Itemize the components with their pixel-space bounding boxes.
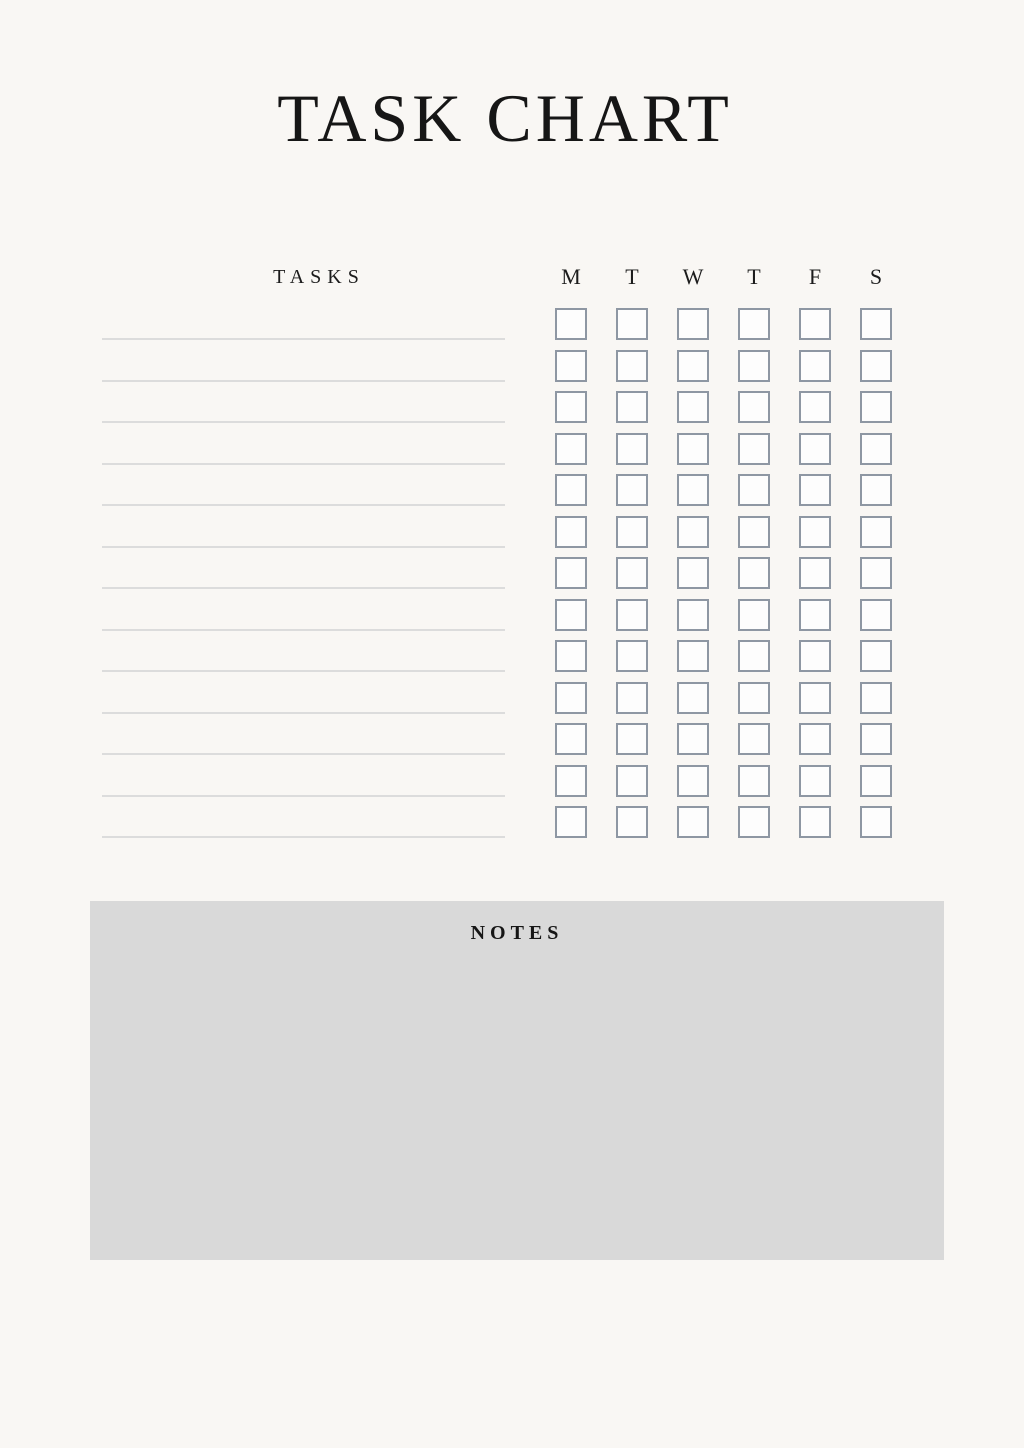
day-checkbox[interactable] — [799, 640, 831, 672]
day-checkbox[interactable] — [677, 806, 709, 838]
day-checkbox[interactable] — [738, 640, 770, 672]
day-checkbox[interactable] — [555, 350, 587, 382]
day-checkbox[interactable] — [860, 516, 892, 548]
day-checkbox[interactable] — [738, 682, 770, 714]
day-checkbox[interactable] — [616, 557, 648, 589]
day-checkbox[interactable] — [738, 806, 770, 838]
day-checkbox[interactable] — [677, 557, 709, 589]
tasks-column-header: TASKS — [273, 266, 365, 288]
day-checkbox[interactable] — [799, 350, 831, 382]
day-checkbox[interactable] — [616, 640, 648, 672]
day-checkbox[interactable] — [860, 350, 892, 382]
day-checkbox[interactable] — [860, 599, 892, 631]
day-checkbox[interactable] — [738, 391, 770, 423]
day-checkbox[interactable] — [799, 391, 831, 423]
day-header-6: S — [869, 264, 883, 289]
day-checkbox[interactable] — [799, 765, 831, 797]
task-line[interactable] — [102, 712, 505, 714]
day-checkbox[interactable] — [738, 599, 770, 631]
day-header-1: M — [561, 264, 581, 289]
day-checkbox[interactable] — [799, 806, 831, 838]
day-checkbox[interactable] — [616, 308, 648, 340]
notes-header: NOTES — [470, 922, 564, 944]
day-checkbox[interactable] — [616, 474, 648, 506]
day-checkbox[interactable] — [677, 433, 709, 465]
checkbox-grid — [555, 308, 892, 838]
day-checkbox[interactable] — [555, 516, 587, 548]
day-checkbox[interactable] — [555, 806, 587, 838]
day-checkbox[interactable] — [616, 599, 648, 631]
day-checkbox[interactable] — [677, 391, 709, 423]
task-line[interactable] — [102, 753, 505, 755]
day-header-3: W — [682, 264, 704, 289]
day-checkbox[interactable] — [860, 474, 892, 506]
day-checkbox[interactable] — [860, 723, 892, 755]
task-line[interactable] — [102, 421, 505, 423]
day-checkbox[interactable] — [799, 557, 831, 589]
day-checkbox[interactable] — [677, 350, 709, 382]
task-line[interactable] — [102, 504, 505, 506]
day-checkbox[interactable] — [738, 765, 770, 797]
day-checkbox[interactable] — [860, 765, 892, 797]
day-checkbox[interactable] — [738, 723, 770, 755]
day-checkbox[interactable] — [555, 391, 587, 423]
day-checkbox[interactable] — [677, 682, 709, 714]
day-checkbox[interactable] — [677, 474, 709, 506]
day-checkbox[interactable] — [738, 474, 770, 506]
task-line[interactable] — [102, 546, 505, 548]
day-checkbox[interactable] — [616, 350, 648, 382]
day-checkbox[interactable] — [738, 433, 770, 465]
day-checkbox[interactable] — [860, 806, 892, 838]
day-checkbox[interactable] — [555, 682, 587, 714]
day-header-4: T — [747, 264, 761, 289]
day-checkbox[interactable] — [616, 433, 648, 465]
day-checkbox[interactable] — [555, 308, 587, 340]
day-checkbox[interactable] — [555, 433, 587, 465]
task-line[interactable] — [102, 795, 505, 797]
day-checkbox[interactable] — [555, 474, 587, 506]
page-title: TASK CHART — [277, 80, 733, 156]
day-checkbox[interactable] — [555, 765, 587, 797]
day-checkbox[interactable] — [616, 806, 648, 838]
day-checkbox[interactable] — [555, 557, 587, 589]
task-line[interactable] — [102, 463, 505, 465]
day-checkbox[interactable] — [799, 723, 831, 755]
day-checkbox[interactable] — [860, 308, 892, 340]
day-checkbox[interactable] — [616, 516, 648, 548]
task-line[interactable] — [102, 670, 505, 672]
day-checkbox[interactable] — [860, 557, 892, 589]
task-line[interactable] — [102, 338, 505, 340]
day-checkbox[interactable] — [616, 391, 648, 423]
day-checkbox[interactable] — [738, 557, 770, 589]
day-checkbox[interactable] — [677, 723, 709, 755]
day-checkbox[interactable] — [677, 640, 709, 672]
day-checkbox[interactable] — [860, 391, 892, 423]
day-checkbox[interactable] — [555, 599, 587, 631]
day-checkbox[interactable] — [616, 765, 648, 797]
day-checkbox[interactable] — [555, 723, 587, 755]
day-checkbox[interactable] — [738, 308, 770, 340]
day-checkbox[interactable] — [677, 599, 709, 631]
day-checkbox[interactable] — [799, 599, 831, 631]
day-checkbox[interactable] — [799, 516, 831, 548]
task-line[interactable] — [102, 629, 505, 631]
day-header-2: T — [625, 264, 639, 289]
day-checkbox[interactable] — [799, 474, 831, 506]
task-line[interactable] — [102, 587, 505, 589]
day-checkbox[interactable] — [860, 640, 892, 672]
day-checkbox[interactable] — [799, 682, 831, 714]
day-checkbox[interactable] — [677, 516, 709, 548]
day-checkbox[interactable] — [799, 308, 831, 340]
day-checkbox[interactable] — [616, 682, 648, 714]
day-checkbox[interactable] — [677, 765, 709, 797]
day-checkbox[interactable] — [738, 516, 770, 548]
day-checkbox[interactable] — [860, 433, 892, 465]
notes-section[interactable] — [90, 901, 944, 1260]
day-header-5: F — [808, 264, 822, 289]
day-checkbox[interactable] — [738, 350, 770, 382]
day-checkbox[interactable] — [677, 308, 709, 340]
day-checkbox[interactable] — [799, 433, 831, 465]
task-line[interactable] — [102, 836, 505, 838]
day-checkbox[interactable] — [860, 682, 892, 714]
day-checkbox[interactable] — [555, 640, 587, 672]
task-line[interactable] — [102, 380, 505, 382]
day-checkbox[interactable] — [616, 723, 648, 755]
